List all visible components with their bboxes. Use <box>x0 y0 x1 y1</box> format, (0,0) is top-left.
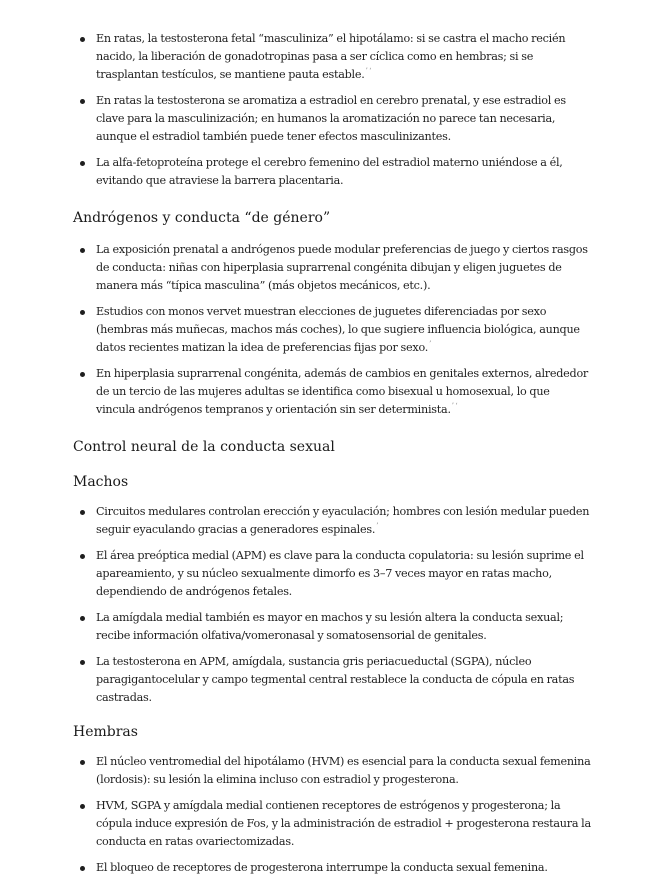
list-item <box>73 653 591 707</box>
list-item <box>73 797 591 851</box>
list-item-text: Circuitos medulares controlan erección y eyaculación; hombres con lesión medular pueden seguir eyaculando gracias a generadores espinales. <box>96 505 590 536</box>
bullet-icon <box>80 510 85 515</box>
bullet-icon <box>80 310 85 315</box>
list-item <box>73 154 591 190</box>
list-item-text: En hiperplasia suprarrenal congénita, además de cambios en genitales externos, alrededor de un tercio de las mujeres adultas se identifica como bisexual u homosexual, lo que vincula andrógenos tempranos y orientación sin ser determinista. <box>96 367 589 416</box>
bullet-icon <box>80 99 85 104</box>
bullet-icon <box>80 760 85 765</box>
list-item <box>73 241 591 295</box>
females-bullet-list <box>73 753 591 877</box>
bullet-icon <box>80 161 85 166</box>
list-item <box>73 547 591 601</box>
list-item-text: La testosterona en APM, amígdala, sustancia gris periacueductal (SGPA), núcleo paragigantocelular y campo tegmental central restablece la conducta de cópula en ratas castradas. <box>96 655 575 704</box>
list-item-text: La alfa-fetoproteína protege el cerebro femenino del estradiol materno uniéndose a él, evitando que atraviese la barrera placentaria. <box>96 156 563 187</box>
list-item <box>73 859 591 877</box>
list-item: En ratas, la testosterona fetal “masculiniza” el hipotálamo: si se castra el macho recién nacido, la liberación de gonadotropinas pasa a ser cíclica como en hembras; si se trasplantan testículos, se mantiene pauta estable.’ ‘ <box>73 30 591 84</box>
list-item <box>73 609 591 645</box>
males-bullet-list <box>73 503 591 707</box>
sub-heading-males: Machos <box>73 474 129 490</box>
list-item-text: El bloqueo de receptores de progesterona interrumpe la conducta sexual femenina. <box>96 861 548 874</box>
androgens-bullet-list <box>73 241 591 419</box>
list-item: Circuitos medulares controlan erección y eyaculación; hombres con lesión medular pueden seguir eyaculando gracias a generadores espinales.’ <box>73 503 591 539</box>
bullet-icon <box>80 372 85 377</box>
list-item-text: HVM, SGPA y amígdala medial contienen receptores de estrógenos y progesterona; la cópula induce expresión de Fos, y la administración de estradiol + progesterona restaura la conducta en ratas ovariectomizadas. <box>96 799 591 848</box>
sub-heading-females: Hembras <box>73 724 138 740</box>
list-item <box>73 753 591 789</box>
bullet-icon <box>80 866 85 871</box>
list-item <box>73 92 591 146</box>
list-item: En hiperplasia suprarrenal congénita, además de cambios en genitales externos, alrededor de un tercio de las mujeres adultas se identifica como bisexual u homosexual, lo que vincula andrógenos tempranos y orientación sin ser determinista.’ ‘ <box>73 365 591 419</box>
bullet-icon <box>80 248 85 253</box>
list-item-text: La exposición prenatal a andrógenos puede modular preferencias de juego y ciertos rasgos de conducta: niñas con hiperplasia suprarrenal congénita dibujan y eligen juguetes de manera más “típica masculina” (más objetos mecánicos, etc.). <box>96 243 588 292</box>
bullet-icon <box>80 554 85 559</box>
intro-bullet-list <box>73 30 591 190</box>
list-item-text: Estudios con monos vervet muestran elecciones de juguetes diferenciadas por sexo (hembras más muñecas, machos más coches), lo que sugiere influencia biológica, aunque datos recientes matizan la idea de preferencias fijas por sexo. <box>96 305 580 354</box>
bullet-icon <box>80 37 85 42</box>
list-item-text: La amígdala medial también es mayor en machos y su lesión altera la conducta sexual; recibe información olfativa/vomeronasal y somatosensorial de genitales. <box>96 611 564 642</box>
list-item-text: El núcleo ventromedial del hipotálamo (HVM) es esencial para la conducta sexual femenina (lordosis): su lesión la elimina incluso con estradiol y progesterona. <box>96 755 591 786</box>
list-item: Estudios con monos vervet muestran elecciones de juguetes diferenciadas por sexo (hembras más muñecas, machos más coches), lo que sugiere influencia biológica, aunque datos recientes matizan la idea de preferencias fijas por sexo.’ <box>73 303 591 357</box>
list-item-text: En ratas, la testosterona fetal “masculiniza” el hipotálamo: si se castra el macho recién nacido, la liberación de gonadotropinas pasa a ser cíclica como en hembras; si se trasplantan testículos, se mantiene pauta estable. <box>96 32 566 81</box>
list-item-text: El área preóptica medial (APM) es clave para la conducta copulatoria: su lesión suprime el apareamiento, y su núcleo sexualmente dimorfo es 3–7 veces mayor en ratas macho, dependiendo de andrógenos fetales. <box>96 549 584 598</box>
bullet-icon <box>80 616 85 621</box>
section-heading-neural-control: Control neural de la conducta sexual <box>73 439 335 455</box>
section-heading-androgens: Andrógenos y conducta “de género” <box>73 210 331 226</box>
bullet-icon <box>80 660 85 665</box>
list-item-text: En ratas la testosterona se aromatiza a estradiol en cerebro prenatal, y ese estradiol es clave para la masculinización; en humanos la aromatización no parece tan necesaria, aunque el estradiol también puede tener efectos masculinizantes. <box>96 94 566 143</box>
bullet-icon <box>80 804 85 809</box>
